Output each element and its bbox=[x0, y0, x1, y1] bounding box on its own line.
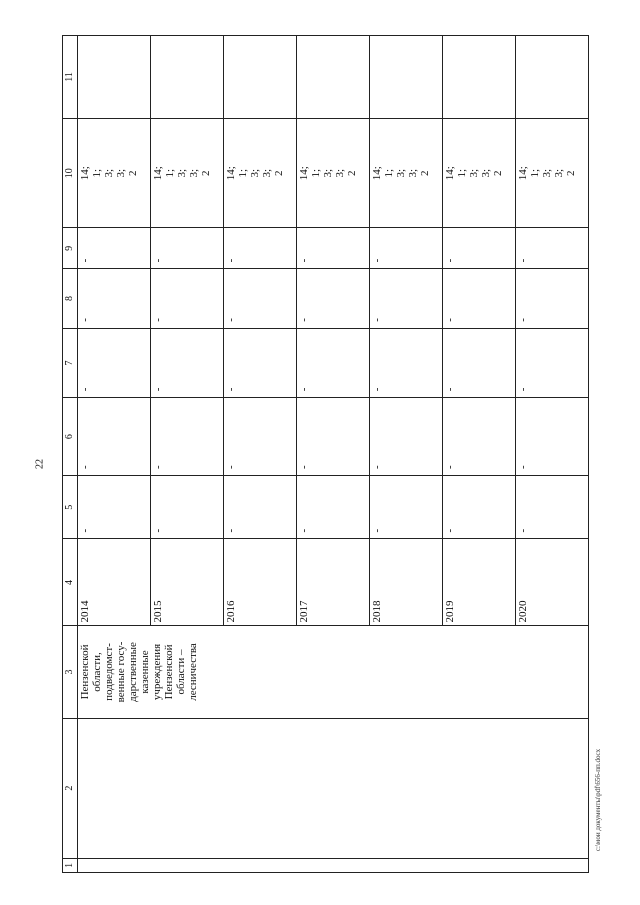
cell-col10 bbox=[516, 118, 589, 227]
cell-col9: - bbox=[151, 228, 224, 269]
cell-col9: - bbox=[224, 228, 297, 269]
cell-col7: - bbox=[443, 328, 516, 398]
cell-col11 bbox=[224, 36, 297, 119]
year-cell: 2014 bbox=[78, 539, 151, 626]
cell-col6: - bbox=[370, 398, 443, 476]
cell-col5: - bbox=[78, 476, 151, 539]
data-table bbox=[62, 35, 589, 873]
indicator-list: 14; 1; 3; 3; 2 bbox=[152, 166, 212, 181]
header-cell-2: 2 bbox=[63, 718, 78, 858]
cell-col5: - bbox=[516, 476, 589, 539]
cell-col10 bbox=[443, 118, 516, 227]
cell-col11 bbox=[370, 36, 443, 119]
cell-col9: - bbox=[370, 228, 443, 269]
header-cell-4: 4 bbox=[63, 539, 78, 626]
indicator-list: 14; 1; 3; 3; 2 bbox=[517, 166, 577, 181]
table-row bbox=[78, 36, 151, 873]
indicator-list: 14; 1; 3; 3; 2 bbox=[298, 166, 358, 181]
cell-col11 bbox=[151, 36, 224, 119]
cell-col6: - bbox=[78, 398, 151, 476]
cell-col10 bbox=[224, 118, 297, 227]
header-cell-5: 5 bbox=[63, 476, 78, 539]
cell-col9: - bbox=[443, 228, 516, 269]
cell-col5: - bbox=[370, 476, 443, 539]
cell-col2 bbox=[78, 718, 589, 858]
cell-col6: - bbox=[516, 398, 589, 476]
header-cell-6: 6 bbox=[63, 398, 78, 476]
cell-col8: - bbox=[370, 269, 443, 328]
cell-col7: - bbox=[78, 328, 151, 398]
cell-col9: - bbox=[516, 228, 589, 269]
cell-col6: - bbox=[443, 398, 516, 476]
cell-col10 bbox=[78, 118, 151, 227]
cell-col10 bbox=[370, 118, 443, 227]
year-cell: 2018 bbox=[370, 539, 443, 626]
cell-col7: - bbox=[370, 328, 443, 398]
cell-col8: - bbox=[151, 269, 224, 328]
cell-col9: - bbox=[78, 228, 151, 269]
cell-col11 bbox=[516, 36, 589, 119]
cell-col5: - bbox=[443, 476, 516, 539]
cell-col5: - bbox=[224, 476, 297, 539]
cell-col11 bbox=[297, 36, 370, 119]
indicator-list: 14; 1; 3; 3; 2 bbox=[225, 166, 285, 181]
header-cell-9: 9 bbox=[63, 228, 78, 269]
header-cell-7: 7 bbox=[63, 328, 78, 398]
header-row bbox=[63, 36, 78, 873]
header-cell-8: 8 bbox=[63, 269, 78, 328]
organization-cell: Пензенской области, подведомст-венные госу-дарственные казенные учреждения Пензенской области – лесничества bbox=[78, 626, 589, 718]
cell-col6: - bbox=[224, 398, 297, 476]
cell-col1 bbox=[78, 858, 589, 872]
cell-col8: - bbox=[516, 269, 589, 328]
year-cell: 2020 bbox=[516, 539, 589, 626]
cell-col7: - bbox=[297, 328, 370, 398]
header-cell-10: 10 bbox=[63, 118, 78, 227]
file-path-footer: c:\мои документы\pdf\656-пп.docx bbox=[594, 748, 602, 852]
year-cell: 2015 bbox=[151, 539, 224, 626]
indicator-list: 14; 1; 3; 3; 2 bbox=[444, 166, 504, 181]
cell-col7: - bbox=[151, 328, 224, 398]
cell-col7: - bbox=[224, 328, 297, 398]
year-cell: 2016 bbox=[224, 539, 297, 626]
indicator-list: 14; 1; 3; 3; 2 bbox=[79, 166, 139, 181]
header-cell-3: 3 bbox=[63, 626, 78, 718]
cell-col11 bbox=[78, 36, 151, 119]
cell-col5: - bbox=[297, 476, 370, 539]
cell-col8: - bbox=[297, 269, 370, 328]
page-number: 22 bbox=[34, 459, 46, 469]
cell-col8: - bbox=[78, 269, 151, 328]
indicator-list: 14; 1; 3; 3; 2 bbox=[371, 166, 431, 181]
cell-col7: - bbox=[516, 328, 589, 398]
year-cell: 2017 bbox=[297, 539, 370, 626]
cell-col5: - bbox=[151, 476, 224, 539]
rotated-table bbox=[62, 35, 575, 873]
table-container bbox=[62, 35, 575, 873]
header-cell-11: 11 bbox=[63, 36, 78, 119]
year-cell: 2019 bbox=[443, 539, 516, 626]
cell-col9: - bbox=[297, 228, 370, 269]
cell-col11 bbox=[443, 36, 516, 119]
cell-col10 bbox=[297, 118, 370, 227]
header-cell-1: 1 bbox=[63, 858, 78, 872]
cell-col6: - bbox=[151, 398, 224, 476]
cell-col8: - bbox=[224, 269, 297, 328]
cell-col8: - bbox=[443, 269, 516, 328]
cell-col10 bbox=[151, 118, 224, 227]
cell-col6: - bbox=[297, 398, 370, 476]
